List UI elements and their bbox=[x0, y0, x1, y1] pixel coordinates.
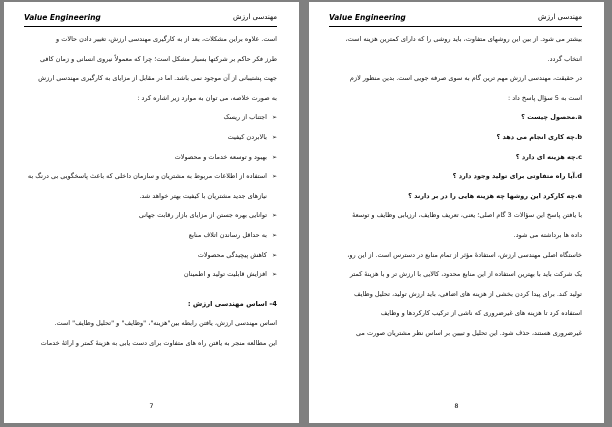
paragraph-line: طرز فکر حاکم بر شرکتها بسیار مشکل است؛ چرا که معمولاً نیروی انسانی و زمان کافی bbox=[40, 54, 277, 63]
header-persian-title: مهندسی ارزش bbox=[538, 13, 582, 21]
paragraph-line: داده ها برداشته می شود. bbox=[513, 230, 582, 239]
paragraph-line: تولید کند. برای پیدا کردن بخشی از هزینه های اضافی، باید ارزش تولید، تحلیل وظایف bbox=[354, 289, 582, 298]
bullet-item: ➢ به حداقل رساندن اتلاف منابع bbox=[24, 226, 277, 246]
header-persian-title: مهندسی ارزش bbox=[233, 13, 277, 21]
paragraph-line: خاستگاه اصلی مهندسی ارزش، استفادهٔ مؤثر از تمام منابع در دسترس است. از این رو، bbox=[347, 250, 582, 259]
bullet-item: ➢ کاهش پیچیدگی محصولات bbox=[24, 246, 277, 266]
paragraph-line: بیشتر می شود. از بین این روشهای متفاوت، باید روشی را که دارای کمترین هزینه است، bbox=[345, 35, 582, 43]
question-item: b.چه کاری انجام می دهد ؟ bbox=[496, 132, 582, 141]
question-item: e.چه کارکرد این روشها چه هزینه هایی را در بر دارند ؟ bbox=[408, 191, 582, 200]
paragraph-line: در حقیقت، مهندسی ارزش مهم ترین گام به سوی صرفه جویی است. بدین منظور لازم bbox=[349, 74, 582, 83]
paragraph-line: است به 5 سؤال پاسخ داد : bbox=[507, 93, 582, 102]
bullet-item: ➢ توانایی بهره جستن از مزایای بازار رقابت جهانی bbox=[24, 206, 277, 226]
paragraph-line: اساس مهندسی ارزش، یافتن رابطه بین"هزینه"، "وظایف" و "تحلیل وظایف" است. bbox=[54, 319, 277, 328]
bullet-item: ➢ افزایش قابلیت تولید و اطمینان bbox=[24, 265, 277, 285]
paragraph-line: به صورت خلاصه، می توان به موارد زیر اشاره کرد : bbox=[137, 93, 277, 102]
bullet-continuation: نیازهای جدید مشتریان با کیفیت بهتر خواهد شد. bbox=[139, 191, 267, 200]
paragraph-line: است. علاوه براین مشکلات، بعد از به کارگیری مهندسی ارزش، تغییر دادن حالات و bbox=[56, 35, 277, 43]
paragraph-line: با یافتن پاسخ این سؤالات 3 گام اصلی؛ یعنی، تعریف وظایف، ارزیابی وظایف و توسعهٔ bbox=[352, 211, 582, 220]
question-item: c.چه هزینه ای دارد ؟ bbox=[515, 152, 582, 161]
header-english-title: Value Engineering bbox=[24, 13, 101, 22]
header-english-title: Value Engineering bbox=[329, 13, 406, 22]
question-item: a.محصول چیست ؟ bbox=[521, 113, 582, 122]
page-body bbox=[24, 30, 277, 354]
document-page-8 bbox=[309, 2, 604, 423]
page-header bbox=[329, 12, 582, 27]
page-body bbox=[329, 30, 582, 344]
document-page-7 bbox=[4, 2, 299, 423]
paragraph-line: یک شرکت باید با بهترین استفاده از این منابع محدود، کالایی با ارزش تر و با هزینهٔ کمتر bbox=[349, 270, 582, 279]
section-heading: 4- اساس مهندسی ارزش : bbox=[187, 299, 277, 308]
bullet-item: ➢ بهبود و توسعه خدمات و محصولات bbox=[24, 148, 277, 168]
paragraph-line: جهت پشتیبانی از آن موجود نمی باشد. اما در مقابل از مزایای به کارگیری مهندسی ارزش bbox=[38, 74, 277, 83]
paragraph-line: انتخاب گردد. bbox=[547, 54, 582, 63]
paragraph-line: غیرضروری هستند، حذف شود. این تحلیل و تبیین بر اساس نظر مشتریان صورت می bbox=[356, 328, 582, 337]
bullet-item: ➢ استفاده از اطلاعات مربوط به مشتریان و سازمان داخلی که باعث پاسخگویی بی درنگ به bbox=[24, 167, 277, 187]
question-item: d.آیا راه متفاوتی برای تولید وجود دارد ؟ bbox=[452, 172, 582, 181]
page-number: 7 bbox=[149, 402, 154, 410]
bullet-item: ➢ اجتناب از ریسک bbox=[24, 108, 277, 128]
paragraph-line: این مطالعه منجر به یافتن راه های متفاوت برای دست یابی به هزینهٔ کمتر و ارائهٔ خدمات bbox=[40, 338, 277, 347]
page-number: 8 bbox=[454, 402, 459, 410]
paragraph-line: استفاده کرد تا هزینه های غیرضروری که ناشی از ترکیب کارکردها و وظایف bbox=[380, 309, 582, 318]
bullet-item: ➢ بالابردن کیفیت bbox=[24, 128, 277, 148]
page-header bbox=[24, 12, 277, 27]
